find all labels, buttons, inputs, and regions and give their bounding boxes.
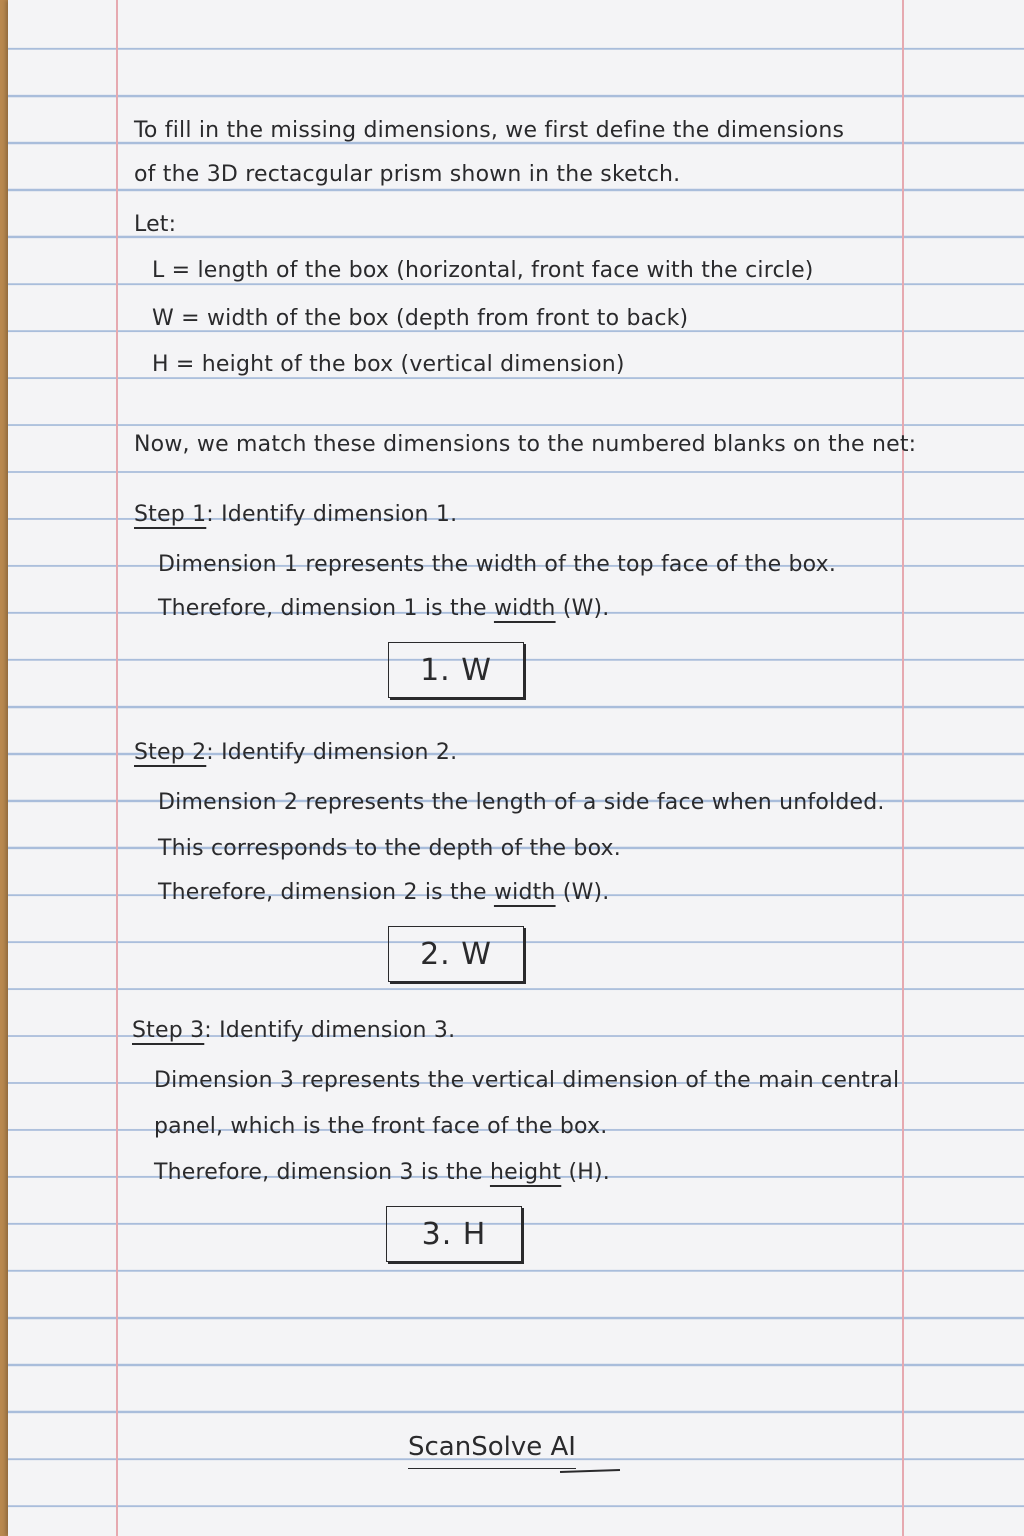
definition-height: H = height of the box (vertical dimension) [152, 352, 625, 377]
intro-line-2: of the 3D rectacgular prism shown in the sketch. [134, 162, 681, 187]
step-2-line-3: Therefore, dimension 2 is the [158, 880, 487, 905]
step-3-line-3: Therefore, dimension 3 is the [154, 1160, 483, 1185]
answer-box-2: 2. W [388, 926, 524, 982]
step-1-label: Step 1 [134, 502, 207, 527]
step-1-symbol: (W). [562, 596, 610, 621]
step-3-conclusion [154, 1160, 610, 1185]
step-3-symbol: (H). [568, 1160, 610, 1185]
step-2-line-2: This corresponds to the depth of the box. [158, 836, 621, 861]
step-3-title: : Identify dimension 3. [204, 1018, 456, 1043]
definition-width: W = width of the box (depth from front to back) [152, 306, 689, 331]
step-2-title: : Identify dimension 2. [206, 740, 458, 765]
signature: ScanSolve AI [408, 1432, 576, 1469]
step-1-line-1: Dimension 1 represents the width of the top face of the box. [158, 552, 837, 577]
step-2-keyword: width [493, 880, 556, 905]
step-3-line-1: Dimension 3 represents the vertical dimension of the main central [154, 1068, 900, 1093]
step-2-conclusion [158, 880, 610, 905]
answer-box-1: 1. W [388, 642, 524, 698]
right-margin-line [902, 0, 904, 1536]
step-3-heading [132, 1018, 455, 1043]
step-3-label: Step 3 [132, 1018, 205, 1043]
step-1-line-2: Therefore, dimension 1 is the [158, 596, 487, 621]
transition-text: Now, we match these dimensions to the numbered blanks on the net: [134, 432, 917, 457]
answer-box-3: 3. H [386, 1206, 522, 1262]
step-1-keyword: width [493, 596, 556, 621]
step-1-title: : Identify dimension 1. [206, 502, 458, 527]
step-2-label: Step 2 [134, 740, 207, 765]
step-2-line-1: Dimension 2 represents the length of a side face when unfolded. [158, 790, 885, 815]
step-1-conclusion [158, 596, 610, 621]
step-1-heading [134, 502, 457, 527]
step-2-heading [134, 740, 457, 765]
intro-line-1: To fill in the missing dimensions, we first define the dimensions [134, 118, 845, 143]
left-margin-line [116, 0, 118, 1536]
step-2-symbol: (W). [562, 880, 610, 905]
step-3-line-2: panel, which is the front face of the box. [154, 1114, 608, 1139]
step-3-keyword: height [489, 1160, 562, 1185]
let-label: Let: [134, 212, 177, 237]
definition-length: L = length of the box (horizontal, front face with the circle) [152, 258, 814, 283]
